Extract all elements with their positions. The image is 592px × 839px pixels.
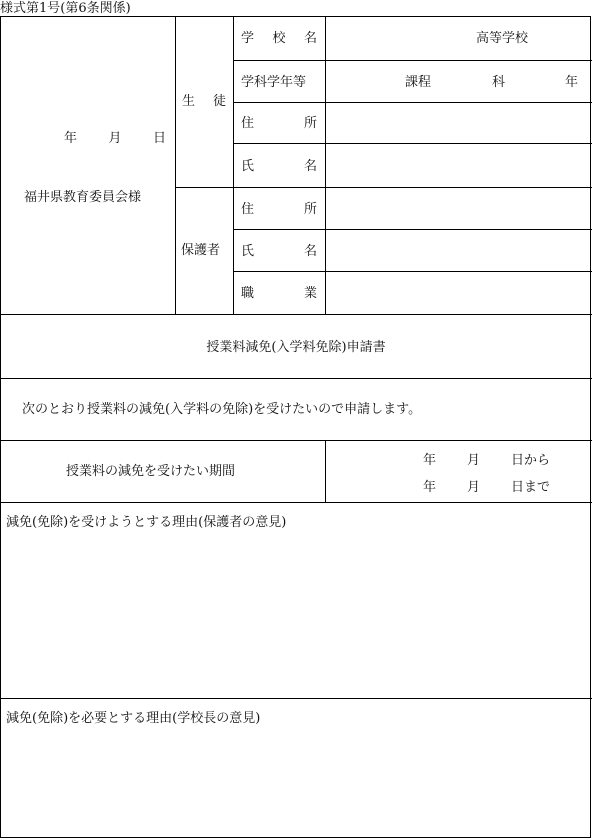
period-to-suffix: 日まで bbox=[511, 480, 551, 495]
period-from-suffix: 日から bbox=[511, 453, 551, 468]
reason-principal-label: 減免(免除)を必要とする理由(学校長の意見) bbox=[6, 711, 261, 726]
grade-label: 年 bbox=[565, 75, 579, 90]
guardian-name-field[interactable] bbox=[326, 230, 591, 271]
period-from-year: 年 bbox=[423, 453, 437, 468]
dept-grade-label: 学科学年等 bbox=[241, 75, 307, 90]
department-label: 科 bbox=[492, 75, 506, 90]
date-day-label: 日 bbox=[152, 131, 166, 146]
school-name-value: 高等学校 bbox=[476, 31, 529, 46]
school-name-label: 学 校 名 bbox=[241, 31, 317, 46]
date-month-label: 月 bbox=[108, 131, 122, 146]
period-from-month: 月 bbox=[467, 453, 481, 468]
reason-guardian-label: 減免(免除)を受けようとする理由(保護者の意見) bbox=[6, 515, 287, 530]
guardian-group-label: 保護者 bbox=[181, 243, 221, 258]
student-name-field[interactable] bbox=[326, 144, 591, 187]
guardian-address-field[interactable] bbox=[326, 188, 591, 229]
guardian-name-label: 氏 名 bbox=[241, 244, 317, 259]
student-address-field[interactable] bbox=[326, 103, 591, 143]
course-label: 課程 bbox=[405, 75, 432, 90]
student-address-label: 住 所 bbox=[241, 116, 317, 131]
reason-guardian-field[interactable] bbox=[1, 535, 591, 697]
student-group-label: 生 徒 bbox=[182, 94, 226, 109]
guardian-address-label: 住 所 bbox=[241, 202, 317, 217]
period-label: 授業料の減免を受けたい期間 bbox=[66, 464, 236, 479]
date-year-label: 年 bbox=[64, 131, 78, 146]
period-to-month: 月 bbox=[467, 480, 481, 495]
reason-principal-field[interactable] bbox=[1, 731, 591, 837]
period-to-year: 年 bbox=[423, 480, 437, 495]
date-line bbox=[64, 132, 166, 145]
form-title: 授業料減免(入学料免除)申請書 bbox=[206, 340, 386, 355]
form-id: 様式第1号(第6条関係) bbox=[0, 1, 131, 16]
period-field[interactable] bbox=[326, 441, 591, 502]
dept-grade-field[interactable] bbox=[326, 61, 591, 102]
guardian-job-label: 職 業 bbox=[241, 286, 317, 301]
student-name-label: 氏 名 bbox=[241, 159, 317, 174]
addressee: 福井県教育委員会様 bbox=[24, 190, 142, 205]
statement: 次のとおり授業料の減免(入学料の免除)を受けたいので申請します。 bbox=[22, 402, 422, 417]
school-name-field[interactable] bbox=[326, 17, 591, 60]
guardian-job-field[interactable] bbox=[326, 272, 591, 314]
